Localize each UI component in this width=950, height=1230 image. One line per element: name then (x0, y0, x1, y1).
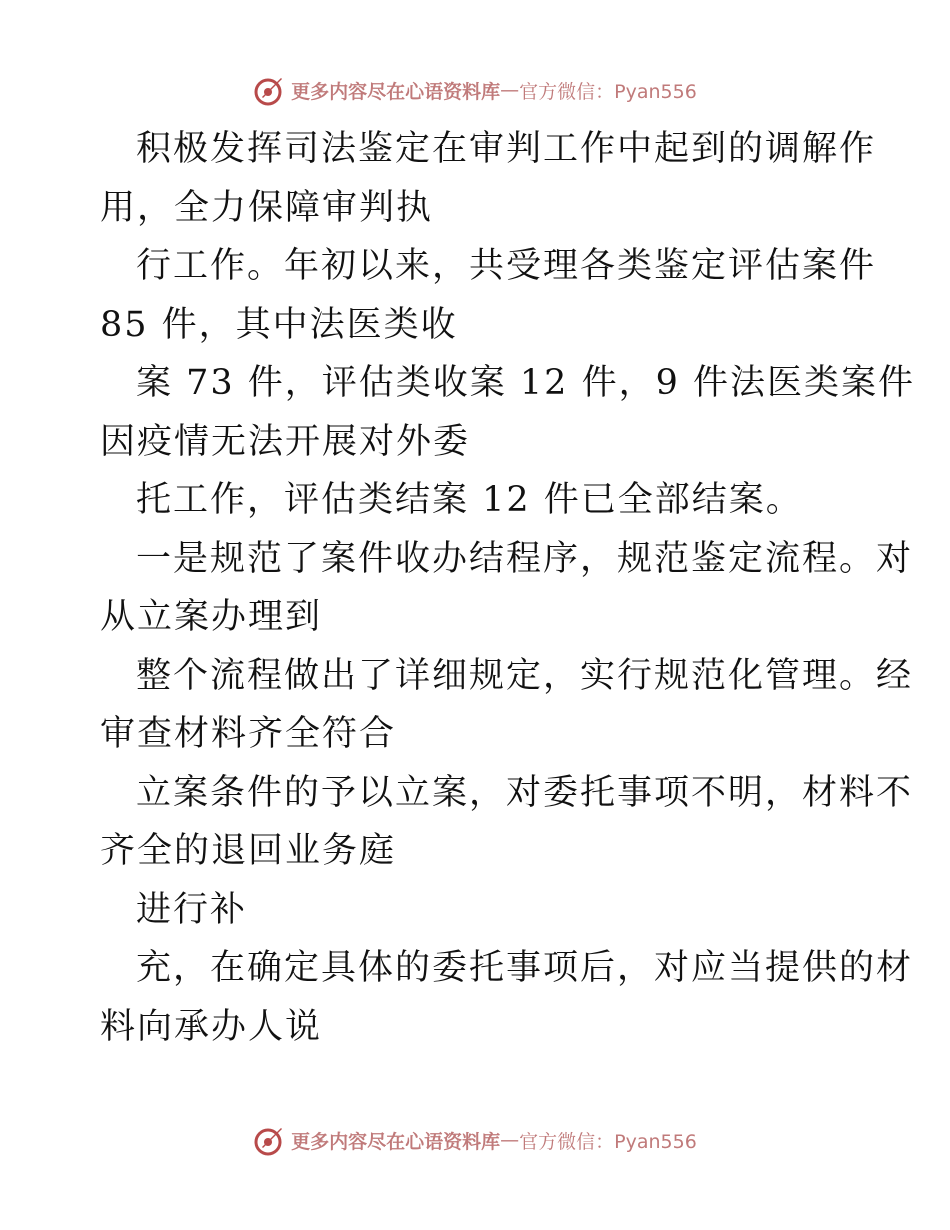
pen-logo-icon (253, 1123, 287, 1157)
text-line: 充，在确定具体的委托事项后，对应当提供的材 (136, 948, 914, 988)
text-line: 因疫情无法开展对外委 (100, 421, 471, 462)
text-line: 案 73 件，评估类收案 12 件，9 件法医类案件 (136, 363, 915, 403)
header-watermark (0, 70, 950, 110)
text-line: 行工作。年初以来，共受理各类鉴定评估案件 (136, 246, 877, 286)
text-line: 料向承办人说 (100, 1006, 323, 1047)
paragraph (100, 764, 914, 881)
paragraph (100, 237, 877, 354)
footer-dash: — (500, 1129, 520, 1151)
text-line: 整个流程做出了详细规定，实行规范化管理。经 (136, 655, 914, 696)
header-site-text: 更多内容尽在心语资料库 (291, 80, 501, 103)
footer-watermark (0, 1120, 950, 1160)
text-line: 托工作，评估类结案 12 件已全部结案。 (136, 480, 803, 520)
document-body (100, 120, 915, 1056)
text-line: 用，全力保障审判执 (100, 187, 434, 228)
footer-wechat-text: 官方微信：Pyan556 (519, 1130, 697, 1153)
text-line: 齐全的退回业务庭 (100, 831, 397, 871)
header-dash: — (500, 79, 520, 101)
text-line: 85 件，其中法医类收 (100, 304, 458, 345)
paragraph (100, 354, 915, 471)
paragraph (100, 881, 860, 940)
text-line: 审查材料齐全符合 (100, 714, 397, 754)
paragraph (100, 939, 914, 1056)
text-line: 一是规范了案件收办结程序，规范鉴定流程。对 (136, 538, 914, 579)
text-line: 积极发挥司法鉴定在审判工作中起到的调解作 (136, 129, 877, 169)
paragraph (100, 647, 914, 764)
text-line: 进行补 (136, 889, 248, 930)
pen-logo-icon (253, 73, 287, 107)
paragraph (100, 120, 877, 237)
text-line: 从立案办理到 (100, 597, 323, 637)
footer-site-text: 更多内容尽在心语资料库 (291, 1130, 501, 1153)
text-line: 立案条件的予以立案，对委托事项不明，材料不 (136, 772, 914, 813)
header-wechat-text: 官方微信：Pyan556 (519, 80, 697, 103)
paragraph (100, 530, 914, 647)
paragraph (100, 471, 860, 530)
